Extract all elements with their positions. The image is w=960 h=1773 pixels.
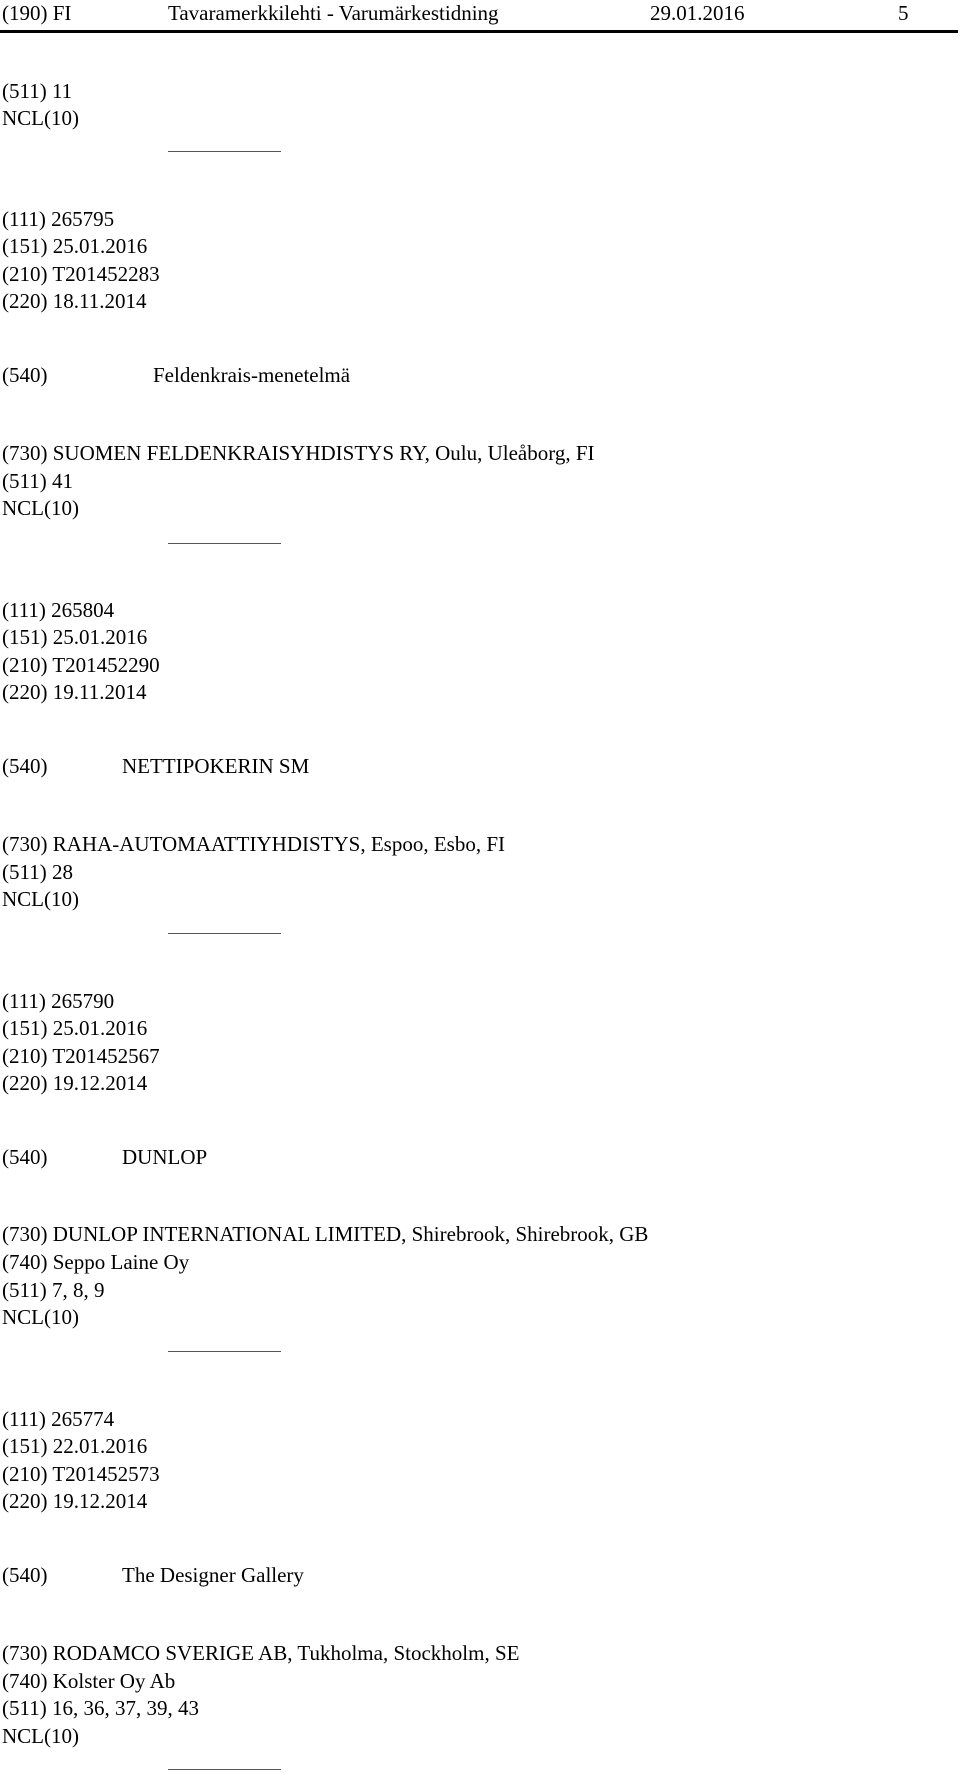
header-page-number: 5 [898, 1, 909, 25]
entry-separator [168, 933, 281, 934]
entry-mark-name: Feldenkrais-menetelmä [153, 363, 351, 387]
entry-classes: (511) 16, 36, 37, 39, 43 [2, 1696, 199, 1720]
entry-application-number: (210) T201452573 [2, 1462, 160, 1486]
entry-application-number: (210) T201452290 [2, 653, 160, 677]
entry-registration-number: (111) 265774 [2, 1407, 115, 1431]
entry-holder: (730) RAHA-AUTOMAATTIYHDISTYS, Espoo, Esbo, FI [2, 832, 506, 856]
entry-registration-date: (151) 25.01.2016 [2, 234, 148, 258]
entry-filing-date: (220) 19.11.2014 [2, 680, 147, 704]
entry-ncl: NCL(10) [2, 887, 79, 911]
entry-classes: (511) 41 [2, 469, 73, 493]
entry-separator [168, 151, 281, 152]
entry-ncl: NCL(10) [2, 1305, 79, 1329]
entry-filing-date: (220) 18.11.2014 [2, 289, 147, 313]
entry-classes: (511) 28 [2, 860, 73, 884]
entry-mark-code: (540) [2, 1145, 48, 1169]
entry-mark-code: (540) [2, 754, 48, 778]
entry-filing-date: (220) 19.12.2014 [2, 1489, 148, 1513]
entry-ncl: NCL(10) [2, 496, 79, 520]
header-date: 29.01.2016 [650, 1, 745, 25]
entry-holder: (730) DUNLOP INTERNATIONAL LIMITED, Shirebrook, Shirebrook, GB [2, 1222, 649, 1246]
entry-mark-name: The Designer Gallery [122, 1563, 304, 1587]
entry-registration-number: (111) 265804 [2, 598, 115, 622]
entry-holder: (730) SUOMEN FELDENKRAISYHDISTYS RY, Oulu, Uleåborg, FI [2, 441, 595, 465]
top-classes: (511) 11 [2, 79, 73, 103]
entry-application-number: (210) T201452567 [2, 1044, 160, 1068]
entry-mark-name: DUNLOP [122, 1145, 208, 1169]
entry-application-number: (210) T201452283 [2, 262, 160, 286]
entry-separator [168, 543, 281, 544]
top-ncl: NCL(10) [2, 106, 79, 130]
page-header [0, 0, 958, 33]
header-country-code: (190) FI [2, 1, 72, 25]
entry-registration-date: (151) 25.01.2016 [2, 625, 148, 649]
entry-ncl: NCL(10) [2, 1724, 79, 1748]
entry-mark-code: (540) [2, 363, 48, 387]
entry-classes: (511) 7, 8, 9 [2, 1278, 105, 1302]
entry-registration-number: (111) 265795 [2, 207, 115, 231]
entry-separator [168, 1351, 281, 1352]
entry-registration-number: (111) 265790 [2, 989, 115, 1013]
entry-holder: (730) RODAMCO SVERIGE AB, Tukholma, Stockholm, SE [2, 1641, 520, 1665]
entry-separator [168, 1769, 281, 1770]
entry-agent: (740) Kolster Oy Ab [2, 1669, 176, 1693]
entry-mark-code: (540) [2, 1563, 48, 1587]
entry-registration-date: (151) 22.01.2016 [2, 1434, 148, 1458]
entry-registration-date: (151) 25.01.2016 [2, 1016, 148, 1040]
entry-mark-name: NETTIPOKERIN SM [122, 754, 310, 778]
entry-agent: (740) Seppo Laine Oy [2, 1250, 190, 1274]
entry-filing-date: (220) 19.12.2014 [2, 1071, 148, 1095]
header-title: Tavaramerkkilehti - Varumärkestidning [168, 1, 499, 25]
